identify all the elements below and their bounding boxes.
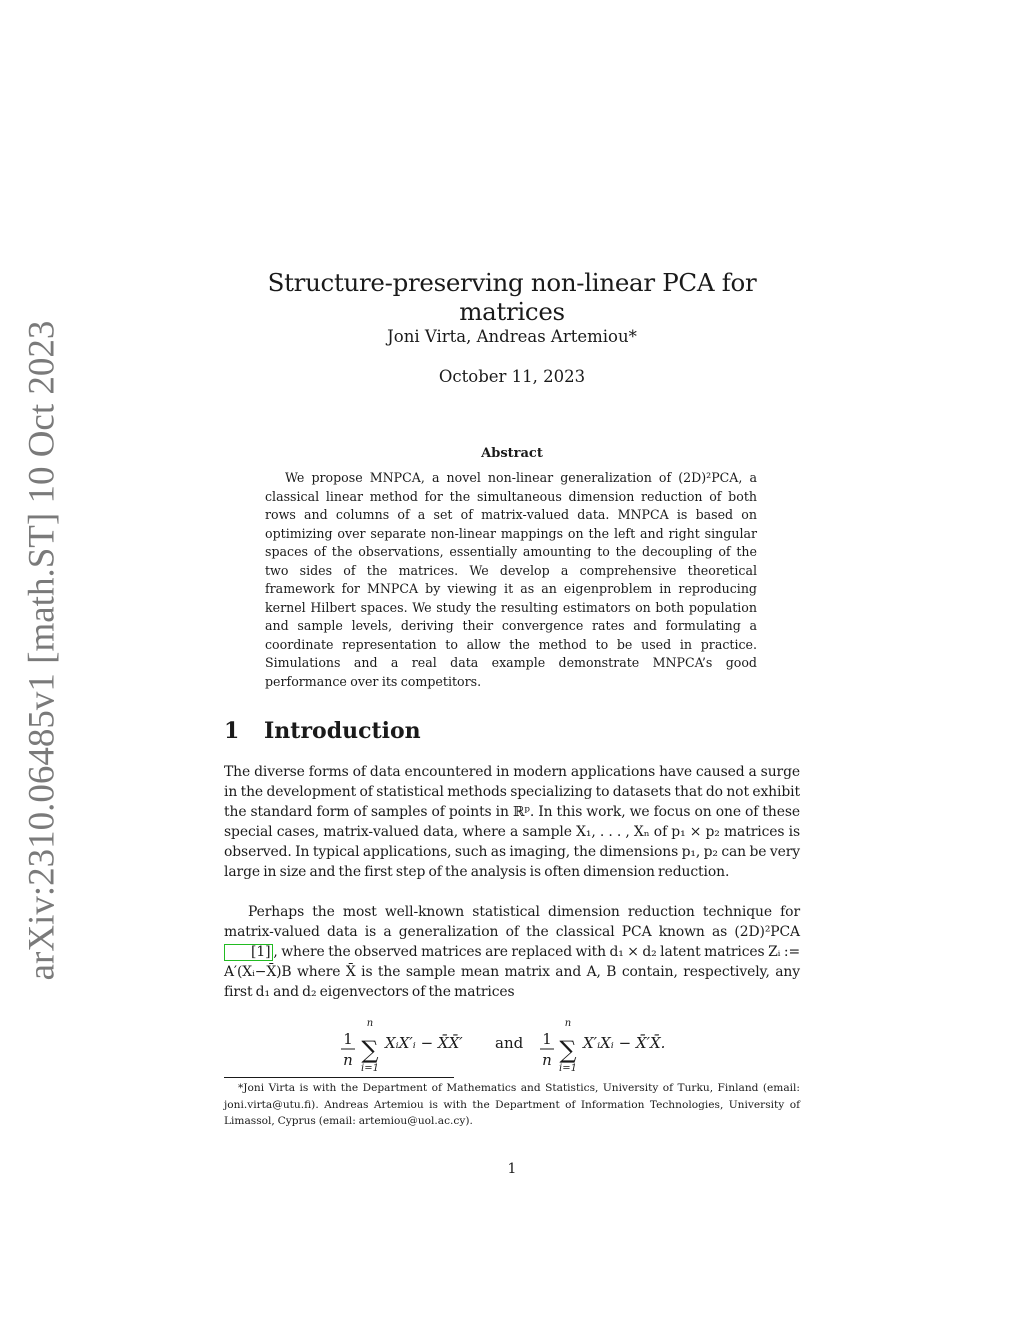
right-fraction-numerator: 1: [542, 1030, 552, 1048]
left-fraction-denominator: n: [343, 1051, 353, 1069]
citation-number: 1: [256, 944, 266, 960]
paper-date: October 11, 2023: [438, 367, 586, 386]
section-title: Introduction: [264, 718, 421, 744]
left-summand: XᵢX′ᵢ − X̄X̄′: [385, 1034, 463, 1052]
arxiv-identifier-stamp: [18, 320, 66, 981]
page-number: 1: [507, 1161, 517, 1177]
footnote-divider: [224, 1077, 454, 1078]
section-number: 1: [224, 718, 240, 744]
left-fraction-numerator: 1: [343, 1030, 353, 1048]
citation-link[interactable]: [1]: [224, 944, 273, 961]
left-sum-upper-limit: n: [366, 1018, 374, 1029]
intro-paragraph-2: [224, 902, 800, 1002]
right-sum-lower-limit: i=1: [559, 1063, 577, 1074]
paper-authors: Joni Virta, Andreas Artemiou*: [387, 327, 637, 346]
right-sum-upper-limit: n: [564, 1018, 572, 1029]
abstract-text: We propose MNPCA, a novel non-linear generalization of (2D)²PCA, a classical linear method for the simultaneous dimension reduction of both rows and columns of a set of matrix-valued data. MNPCA is based on optimizing over separate non-linear mappings on the left and right singular spaces of the observations, essentially amounting to the decoupling of the two sides of the matrices. We develop a comprehensive theoretical framework for MNPCA by viewing it as an eigenproblem in reproducing kernel Hilbert spaces. We study the resulting estimators on both population and sample levels, deriving their convergence rates and formulating a coordinate representation to allow the method to be used in practice. Simulations and a real data example demonstrate MNPCA’s good performance over its competitors.: [265, 470, 757, 689]
intro-paragraph-2-start: Perhaps the most well-known statistical dimension reduction technique for matrix-valued data is a generalization of the classical PCA known as (2D)²PCA: [224, 904, 800, 940]
right-fraction-denominator: n: [542, 1051, 552, 1069]
arxiv-identifier-text: arXiv:2310.06485v1 [math.ST] 10 Oct 2023: [21, 320, 63, 981]
equation-svg: [224, 1013, 800, 1075]
section-heading: [224, 718, 800, 744]
left-sum-symbol: ∑: [361, 1036, 379, 1064]
intro-paragraph-2-end: , where the observed matrices are replaced with d₁ × d₂ latent matrices Zᵢ := A′(Xᵢ−X̄)B where X̄ is the sample mean matrix and A, B contain, respectively, any first d₁ and d₂ eigenvectors of the matrices: [224, 944, 800, 1000]
intro-paragraph-1: The diverse forms of data encountered in modern applications have caused a surge in the development of statistical methods specializing to datasets that do not exhibit the standard form of samples of points in ℝᵖ. In this work, we focus on one of these special cases, matrix-valued data, where a sample X₁, . . . , Xₙ of p₁ × p₂ matrices is observed. In typical applications, such as imaging, the dimensions p₁, p₂ can be very large in size and the first step of the analysis is often dimension reduction.: [224, 764, 800, 880]
author-footnote: *Joni Virta is with the Department of Mathematics and Statistics, University of Turku, Finland (email: joni.virta@utu.fi). Andreas Artemiou is with the Department of Information Technologies, University of Limassol, Cyprus (email: artemiou@uol.ac.cy).: [224, 1082, 800, 1127]
left-sum-lower-limit: i=1: [361, 1063, 379, 1074]
right-summand: X′ᵢXᵢ − X̄′X̄.: [583, 1034, 666, 1052]
paper-title: Structure-preserving non-linear PCA for matrices: [267, 268, 757, 326]
display-equation: [224, 1013, 800, 1075]
equation-conjunction: and: [495, 1034, 524, 1052]
abstract-heading: Abstract: [481, 446, 543, 461]
right-sum-symbol: ∑: [559, 1036, 577, 1064]
